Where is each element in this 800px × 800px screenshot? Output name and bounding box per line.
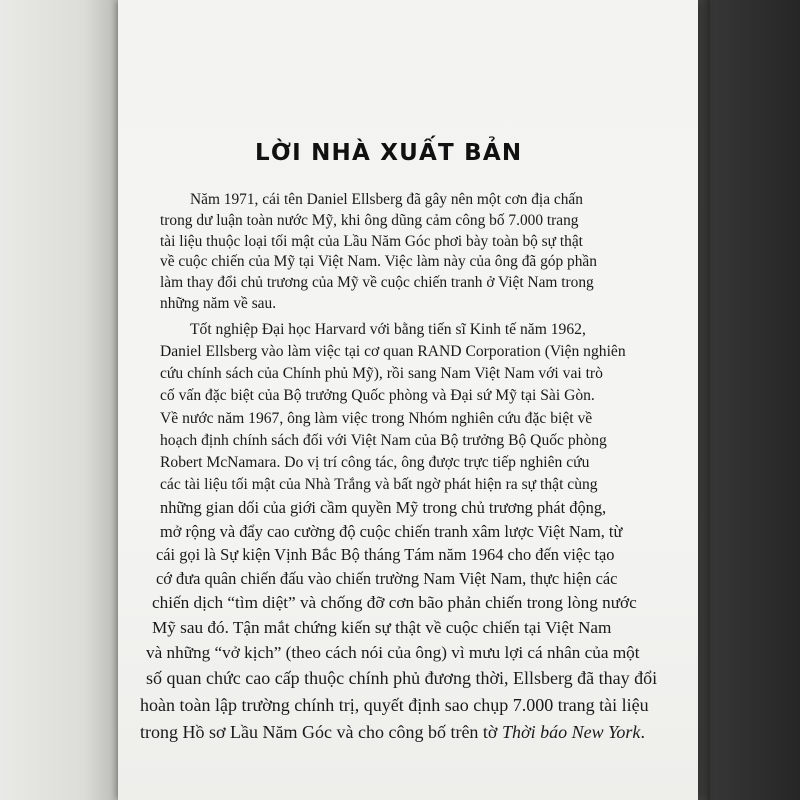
text-line: hoàn toàn lập trường chính trị, quyết định sao chụp 7.000 trang tài liệu — [140, 695, 649, 716]
paragraph-2 — [140, 319, 658, 747]
text-line: Năm 1971, cái tên Daniel Ellsberg đã gây nên một cơn địa chấn — [190, 191, 583, 208]
text-line: các tài liệu tối mật của Nhà Trắng và bất ngờ phát hiện ra sự thật cùng — [160, 476, 598, 494]
text-line: hoạch định chính sách đối với Việt Nam của Bộ trưởng Bộ Quốc phòng — [160, 431, 607, 449]
text-line: trong dư luận toàn nước Mỹ, khi ông dũng cảm công bố 7.000 trang — [160, 211, 579, 229]
text-line: cớ đưa quân chiến đấu vào chiến trường Nam Việt Nam, thực hiện các — [156, 568, 618, 588]
text-line: Mỹ sau đó. Tận mắt chứng kiến sự thật về cuộc chiến tại Việt Nam — [152, 618, 612, 638]
text-line: Về nước năm 1967, ông làm việc trong Nhóm nghiên cứu đặc biệt về — [160, 409, 593, 427]
text-line: Robert McNamara. Do vị trí công tác, ông được trực tiếp nghiên cứu — [160, 454, 590, 471]
text-line: cứu chính sách của Chính phủ Mỹ), rồi sang Nam Việt Nam với vai trò — [160, 365, 603, 383]
text-line: về cuộc chiến của Mỹ tại Việt Nam. Việc làm này của ông đã góp phần — [160, 253, 597, 271]
body-text — [140, 190, 658, 750]
text-line: số quan chức cao cấp thuộc chính phủ đương thời, Ellsberg đã thay đổi — [146, 668, 658, 689]
paragraph-1 — [160, 190, 630, 315]
text-line: mở rộng và đẩy cao cường độ cuộc chiến tranh xâm lược Việt Nam, từ — [160, 521, 623, 541]
background-left — [0, 0, 120, 800]
text-line: cố vấn đặc biệt của Bộ trưởng Quốc phòng và Đại sứ Mỹ tại Sài Gòn. — [160, 387, 595, 405]
newspaper-title: Thời báo New York — [501, 722, 641, 743]
text-segment: . — [640, 722, 645, 743]
text-line: và những “vở kịch” (theo cách nói của ông) vì mưu lợi cá nhân của một — [146, 643, 640, 663]
text-line-last — [140, 719, 645, 746]
text-line: Tốt nghiệp Đại học Harvard với bằng tiến sĩ Kinh tế năm 1962, — [190, 320, 586, 338]
page-title: LỜI NHÀ XUẤT BẢN — [255, 140, 523, 166]
text-line: những gian dối của giới cầm quyền Mỹ trong chủ trương phát động, — [160, 498, 607, 518]
text-segment: trong Hồ sơ Lầu Năm Góc và cho công bố trên tờ — [140, 722, 502, 743]
text-line: cái gọi là Sự kiện Vịnh Bắc Bộ tháng Tám năm 1964 cho đến việc tạo — [156, 545, 615, 565]
text-line: làm thay đổi chủ trương của Mỹ về cuộc chiến tranh ở Việt Nam trong — [160, 274, 594, 292]
text-line: chiến dịch “tìm diệt” và chống đỡ cơn bão phản chiến trong lòng nước — [152, 593, 637, 613]
text-line: Daniel Ellsberg vào làm việc tại cơ quan RAND Corporation (Viện nghiên — [160, 342, 626, 360]
text-line: tài liệu thuộc loại tối mật của Lầu Năm Góc phơi bày toàn bộ sự thật — [160, 232, 583, 250]
text-line: những năm về sau. — [160, 294, 277, 312]
